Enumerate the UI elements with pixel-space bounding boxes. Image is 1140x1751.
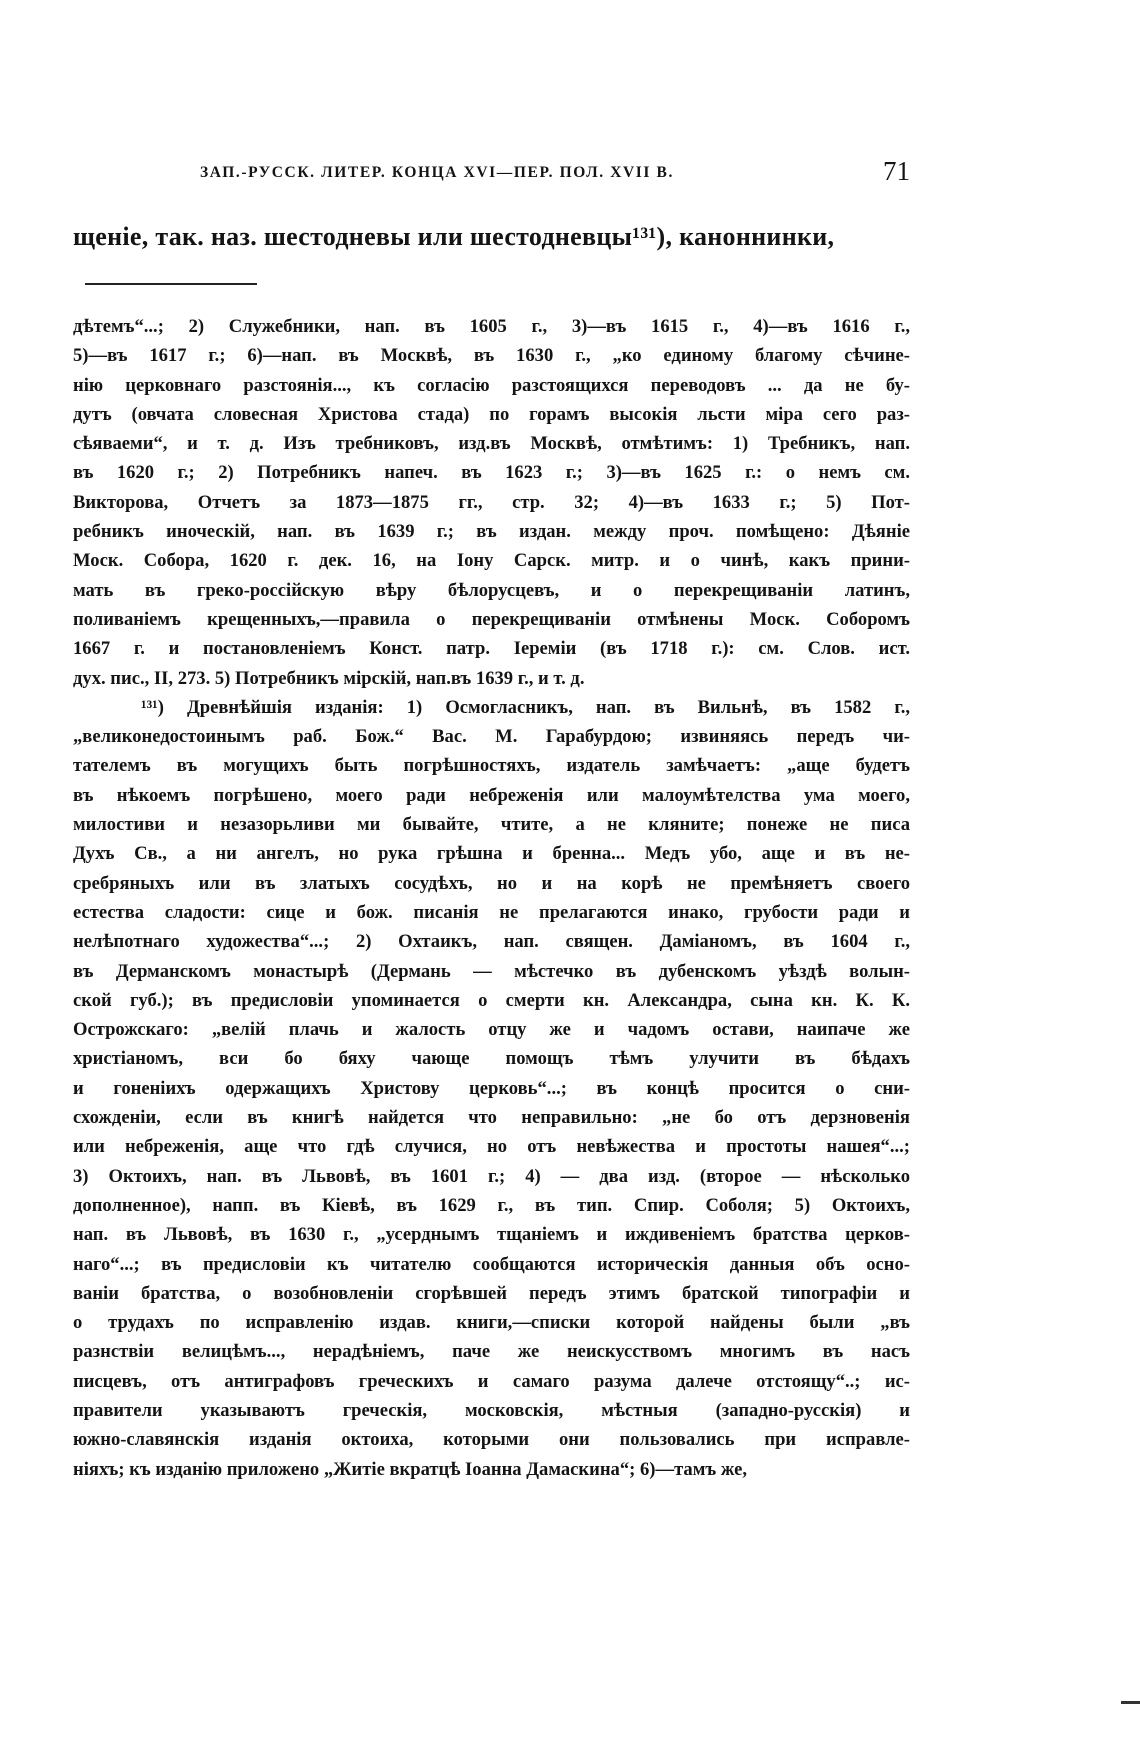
footnote-line: „великонедостоинымъ раб. Бож.“ Вас. М. Гарабурдою; извиняясь передъ чи- bbox=[73, 726, 910, 748]
footnote-line: нелѣпотнаго художества“...; 2) Охтаикъ, нап. священ. Даміаномъ, въ 1604 г., bbox=[73, 931, 910, 953]
footnote-line: поливаніемъ крещенныхъ,—правила о перекрещиваніи отмѣнены Моск. Соборомъ bbox=[73, 608, 910, 630]
running-title: ЗАП.-РУССК. ЛИТЕР. КОНЦА XVI—ПЕР. ПОЛ. XVII В. bbox=[200, 164, 674, 181]
footnote-line: схожденіи, если въ книгѣ найдется что неправильно: „не бо отъ дерзновенія bbox=[73, 1107, 910, 1129]
footnote-line: въ нѣкоемъ погрѣшено, моего ради небреженія или малоумѣтелства ума моего, bbox=[73, 784, 910, 806]
footnotes bbox=[73, 312, 910, 1484]
main-text-line: щеніе, так. наз. шестодневы или шестодневцы¹³¹), каноннинки, bbox=[73, 222, 835, 251]
footnote-line: въ Дерманскомъ монастырѣ (Дермань — мѣстечко въ дубенскомъ уѣздѣ волын- bbox=[73, 960, 910, 982]
footnote-line: мать въ греко-россійскую вѣру бѣлорусцевъ, и о перекрещиваніи латинъ, bbox=[73, 579, 910, 601]
footnote-line: ¹³¹) Древнѣйшія изданія: 1) Осмогласникъ, нап. въ Вильнѣ, въ 1582 г., bbox=[141, 696, 910, 718]
footnote-line: въ 1620 г.; 2) Потребникъ напеч. въ 1623 г.; 3)—въ 1625 г.: о немъ см. bbox=[73, 462, 910, 484]
edge-mark bbox=[1121, 1701, 1140, 1704]
page-header bbox=[200, 156, 910, 192]
footnote-separator bbox=[85, 283, 257, 285]
footnote-line: 3) Октоихъ, нап. въ Львовѣ, въ 1601 г.; 4) — два изд. (второе — нѣсколько bbox=[73, 1165, 910, 1187]
footnote-line: или небреженія, аще что гдѣ случися, но отъ невѣжества и простоты нашея“...; bbox=[73, 1136, 910, 1158]
footnote-line: Острожскаго: „велій плачь и жалость отцу же и чадомъ остави, наипаче же bbox=[73, 1019, 910, 1041]
footnote-line: Духъ Св., а ни ангелъ, но рука грѣшна и бренна... Медъ убо, аще и въ не- bbox=[73, 843, 910, 865]
footnote-line: и гоненіихъ одержащихъ Христову церковь“...; въ концѣ просится о сни- bbox=[73, 1077, 910, 1099]
footnote-line: Моск. Собора, 1620 г. дек. 16, на Іону Сарск. митр. и о чинѣ, какъ прини- bbox=[73, 550, 910, 572]
footnote-line: южно-славянскія изданія октоиха, которыми они пользовались при исправле- bbox=[73, 1429, 910, 1451]
footnote-line: писцевъ, отъ антиграфовъ греческихъ и самаго разума далече отстоящу“..; ис- bbox=[73, 1370, 910, 1392]
footnote-line: милостиви и незазорьливи ми бывайте, чтите, а не кляните; понеже не писа bbox=[73, 814, 910, 836]
footnote-line: нію церковнаго разстоянія..., къ согласію разстоящихся переводовъ ... да не бу- bbox=[73, 374, 910, 396]
footnote-line: ваніи братства, о возобновленіи сгорѣвшей передъ этимъ братской типографіи и bbox=[73, 1282, 910, 1304]
footnote-line: нап. въ Львовѣ, въ 1630 г., „усерднымъ тщаніемъ и иждивеніемъ братства церков- bbox=[73, 1224, 910, 1246]
page-number: 71 bbox=[883, 156, 910, 186]
footnote-line: дутъ (овчата словесная Христова стада) по горамъ высокія льсти міра сего раз- bbox=[73, 403, 910, 425]
footnote-line: разнствіи велицѣмъ..., нерадѣніемъ, паче же неискусствомъ многимъ въ насъ bbox=[73, 1341, 910, 1363]
footnote-line: сребряныхъ или въ златыхъ сосудѣхъ, но и на корѣ не премѣняетъ своего bbox=[73, 872, 910, 894]
footnote-line: ніяхъ; къ изданію приложено „Житіе вкратцѣ Іоанна Дамаскина“; 6)—тамъ же, bbox=[73, 1458, 748, 1480]
footnote-line: о трудахъ по исправленію издав. книги,—списки которой найдены были „въ bbox=[73, 1312, 910, 1334]
footnote-line: естества сладости: сице и бож. писанія не прелагаются инако, грубости ради и bbox=[73, 901, 910, 923]
footnote-line: ской губ.); въ предисловіи упоминается о смерти кн. Александра, сына кн. К. К. bbox=[73, 989, 910, 1011]
footnote-line: тателемъ въ могущихъ быть погрѣшностяхъ, издатель замѣчаетъ: „аще будетъ bbox=[73, 755, 910, 777]
footnote-line: 1667 г. и постановленіемъ Конст. патр. Іереміи (въ 1718 г.): см. Слов. ист. bbox=[73, 638, 910, 660]
footnote-line: христіаномъ, вси бо бяху чающе помощъ тѣмъ улучити въ бѣдахъ bbox=[73, 1048, 910, 1070]
footnote-line: 5)—въ 1617 г.; 6)—нап. въ Москвѣ, въ 1630 г., „ко единому благому сѣчине- bbox=[73, 345, 910, 367]
footnote-line: наго“...; въ предисловіи къ читателю сообщаются историческія данныя объ осно- bbox=[73, 1253, 910, 1275]
footnote-line: правители указываютъ греческія, московскія, мѣстныя (западно-русскія) и bbox=[73, 1399, 910, 1421]
footnote-line: дѣтемъ“...; 2) Служебники, нап. въ 1605 г., 3)—въ 1615 г., 4)—въ 1616 г., bbox=[73, 316, 910, 337]
footnote-line: Викторова, Отчетъ за 1873—1875 гг., стр. 32; 4)—въ 1633 г.; 5) Пот- bbox=[73, 491, 910, 513]
footnote-line: дополненное), напп. въ Кіевѣ, въ 1629 г., въ тип. Спир. Соболя; 5) Октоихъ, bbox=[73, 1194, 910, 1216]
footnote-line: ребникъ иноческій, нап. въ 1639 г.; въ издан. между проч. помѣщено: Дѣяніе bbox=[73, 521, 910, 543]
footnote-line: дух. пис., II, 273. 5) Потребникъ мірскій, нап.въ 1639 г., и т. д. bbox=[73, 667, 585, 689]
footnote-line: сѣяваеми“, и т. д. Изъ требниковъ, изд.въ Москвѣ, отмѣтимъ: 1) Требникъ, нап. bbox=[73, 433, 910, 455]
